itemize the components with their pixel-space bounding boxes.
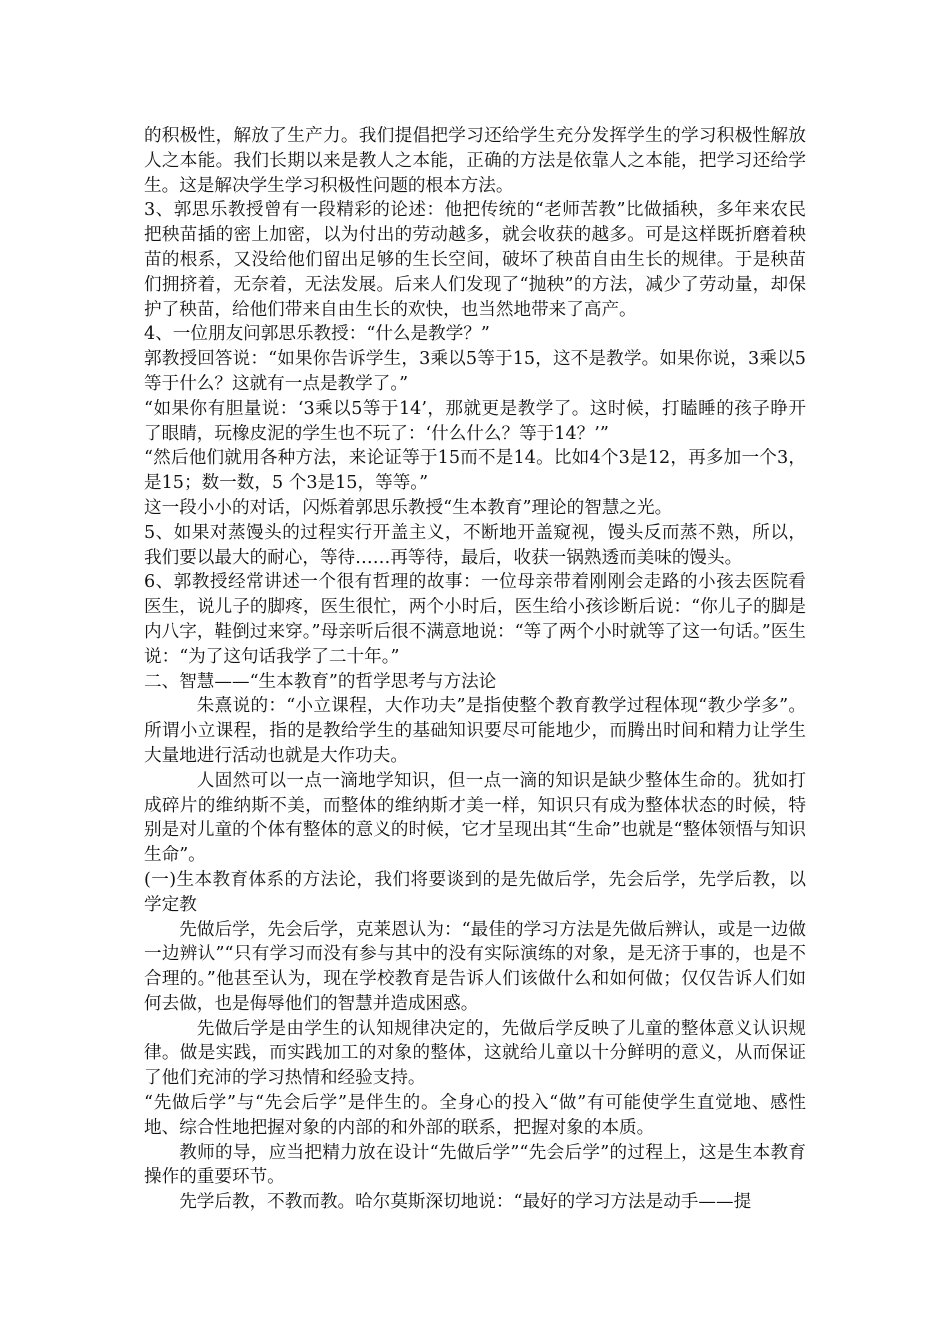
paragraph: 6、郭教授经常讲述一个很有哲理的故事：一位母亲带着刚刚会走路的小孩去医院看医生，说儿子的脚疼，医生很忙，两个小时后，医生给小孩诊断后说：“你儿子的脚是内八字，鞋倒过来穿。”母亲听后很不满意地说：“等了两个小时就等了这一句话。”医生说：“为了这句话我学了二十年。”	[144, 572, 806, 667]
paragraph: “先做后学”与“先会后学”是伴生的。全身心的投入“做”有可能使学生直觉地、感性地、综合性地把握对象的内部的和外部的联系，把握对象的本质。	[144, 1093, 806, 1138]
paragraph: 先做后学是由学生的认知规律决定的，先做后学反映了儿童的整体意义认识规律。做是实践，而实践加工的对象的整体，这就给儿童以十分鲜明的意义，从而保证了他们充沛的学习热情和经验支持。	[144, 1018, 806, 1089]
paragraph: 先学后教，不教而教。哈尔莫斯深切地说：“最好的学习方法是动手——提	[179, 1192, 752, 1213]
subsection-heading: (一)生本教育体系的方法论，我们将要谈到的是先做后学，先会后学，先学后教，以学定教	[144, 869, 806, 915]
paragraph: 人固然可以一点一滴地学知识，但一点一滴的知识是缺少整体生命的。犹如打成碎片的维纳斯不美，而整体的维纳斯才美一样，知识只有成为整体状态的时候，特别是对儿童的个体有整体的意义的时候，它才呈现出其“生命”也就是“整体领悟与知识生命”。	[144, 770, 806, 866]
paragraph: 这一段小小的对话，闪烁着郭思乐教授“生本教育”理论的智慧之光。	[144, 497, 673, 518]
paragraph: “如果你有胆量说：‘3乘以5等于14’，那就更是教学了。这时候，打瞌睡的孩子睁开了眼睛，玩橡皮泥的学生也不玩了：‘什么什么？等于14？’”	[144, 398, 806, 444]
paragraph: 3、郭思乐教授曾有一段精彩的论述：他把传统的“老师苦教”比做插秧，多年来农民把秧苗插的密上加密，以为付出的劳动越多，就会收获的越多。可是这样既折磨着秧苗的根系，又没给他们留出足够的生长空间，破坏了秧苗自由生长的规律。于是秧苗们拥挤着，无奈着，无法发展。后来人们发现了“抛秧”的方法，减少了劳动量，却保护了秧苗，给他们带来自由生长的欢快，也当然地带来了高产。	[144, 200, 806, 320]
paragraph: 4、一位朋友问郭思乐教授：“什么是教学？”	[144, 324, 490, 345]
paragraph: 郭教授回答说：“如果你告诉学生，3乘以5等于15，这不是教学。如果你说，3乘以5等于什么？这就有一点是教学了。”	[144, 349, 806, 394]
paragraph: 先做后学，先会后学，克莱恩认为：“最佳的学习方法是先做后辨认，或是一边做一边辨认”“只有学习而没有参与其中的没有实际演练的对象，是无济于事的，也是不合理的。”他甚至认为，现在学校教育是告诉人们该做什么和如何做；仅仅告诉人们如何去做，也是侮辱他们的智慧并造成困惑。	[144, 919, 806, 1014]
section-heading: 二、智慧——“生本教育”的哲学思考与方法论	[144, 671, 497, 692]
paragraph: 朱熹说的：“小立课程，大作功夫”是指使整个教育教学过程体现“教少学多”。所谓小立课程，指的是教给学生的基础知识要尽可能地少，而腾出时间和精力让学生大量地进行活动也就是大作功夫。	[144, 696, 806, 766]
paragraph: 5、如果对蒸馒头的过程实行开盖主义，不断地开盖窥视，馒头反而蒸不熟，所以，我们要以最大的耐心，等待……再等待，最后，收获一锅熟透而美味的馒头。	[144, 522, 806, 568]
document-page	[144, 124, 806, 1215]
paragraph: “然后他们就用各种方法，来论证等于15而不是14。比如4个3是12，再多加一个3，是15；数一数，5 个3是15，等等。”	[144, 448, 806, 494]
paragraph: 的积极性，解放了生产力。我们提倡把学习还给学生充分发挥学生的学习积极性解放人之本能。我们长期以来是教人之本能，正确的方法是依靠人之本能，把学习还给学生。这是解决学生学习积极性问题的根本方法。	[144, 126, 806, 196]
paragraph: 教师的导，应当把精力放在设计“先做后学”“先会后学”的过程上，这是生本教育操作的重要环节。	[144, 1142, 806, 1188]
